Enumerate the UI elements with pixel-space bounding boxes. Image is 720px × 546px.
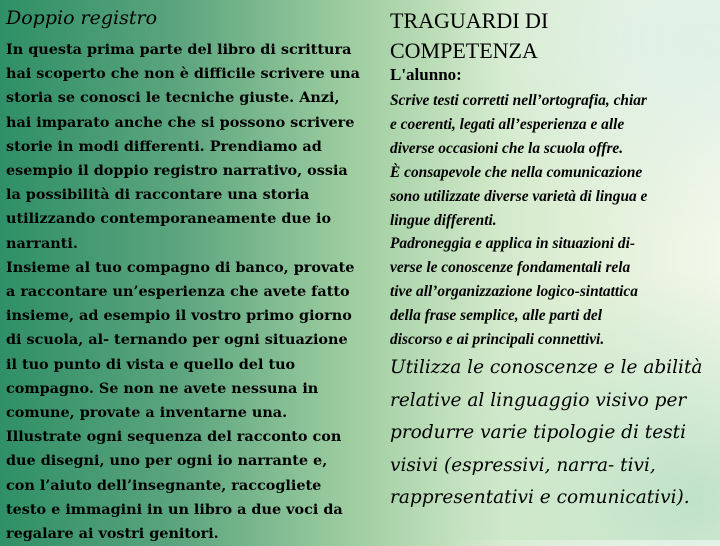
- competence-title: [390, 6, 548, 66]
- activity-text-line: la possibilità di raccontare una storia: [6, 186, 310, 204]
- activity-text-line: il tuo punto di vista e quello del tuo: [6, 355, 296, 373]
- pupil-label: L'alunno:: [390, 65, 462, 84]
- activity-text: [6, 38, 360, 546]
- activity-title: Doppio registro: [6, 7, 158, 29]
- objective-line: lingue differenti.: [390, 211, 497, 229]
- activity-text-line: con l’aiuto dell’insegnante, raccogliete: [6, 476, 322, 494]
- objective-line: discorso e ai principali connettivi.: [390, 331, 605, 349]
- activity-text-line: hai scoperto che non è difficile scrivere una: [6, 65, 360, 83]
- objective-line: verse le conoscenze fondamentali rela: [390, 259, 631, 277]
- activity-text-line: comune, provate a inventarne una.: [6, 404, 288, 422]
- objective-line: diverse occasioni che la scuola offre.: [390, 139, 624, 157]
- visual-objective-line: Utilizza le conoscenze e le abilità: [390, 357, 703, 378]
- objective-line: della frase semplice, alle parti del: [390, 307, 603, 325]
- activity-text-line: Illustrate ogni sequenza del racconto con: [6, 428, 342, 446]
- objective-line: e coerenti, legati all’esperienza e alle: [390, 115, 625, 133]
- competence-title-line: TRAGUARDI DI: [390, 8, 549, 33]
- visual-objective-line: relative al linguaggio visivo per: [390, 389, 687, 411]
- objective-line: È consapevole che nella comunicazione: [390, 163, 643, 181]
- visual-objective-line: rappresentativi e comunicativi).: [390, 487, 690, 508]
- activity-text-line: regalare ai vostri genitori.: [6, 525, 219, 543]
- activity-text-line: compagno. Se non ne avete nessuna in: [6, 379, 319, 397]
- activity-text-line: insieme, ad esempio il vostro primo giorno: [6, 307, 352, 325]
- activity-text-line: testo e immagini in un libro a due voci da: [6, 500, 343, 518]
- writing-objectives: [390, 89, 647, 352]
- activity-text-line: due disegni, uno per ogni io narrante e,: [6, 452, 328, 470]
- visual-objective-line: visivi (espressivi, narra- tivi,: [390, 454, 656, 476]
- competence-title-line: COMPETENZA: [390, 38, 538, 63]
- activity-text-line: hai imparato anche che si possono scrivere: [6, 113, 355, 131]
- objective-line: tive all’organizzazione logico-sintattica: [390, 283, 638, 301]
- activity-text-line: Insieme al tuo compagno di banco, provate: [6, 258, 355, 276]
- visual-objectives: [390, 352, 702, 515]
- activity-text-line: utilizzando contemporaneamente due io: [6, 210, 332, 228]
- activity-text-line: In questa prima parte del libro di scrittura: [6, 41, 352, 58]
- activity-text-line: narranti.: [6, 234, 78, 252]
- objective-line: Scrive testi corretti nell’ortografia, chiar: [390, 92, 647, 109]
- objective-line: sono utilizzate diverse varietà di lingua e: [390, 187, 648, 205]
- activity-text-line: di scuola, al- ternando per ogni situazione: [6, 331, 348, 349]
- activity-text-line: storie in modi differenti. Prendiamo ad: [6, 137, 322, 155]
- activity-text-line: storia se conosci le tecniche giuste. Anzi,: [6, 89, 340, 107]
- activity-text-line: a raccontare un’esperienza che avete fatto: [6, 283, 350, 301]
- activity-text-line: esempio il doppio registro narrativo, ossia: [6, 162, 348, 180]
- visual-objective-line: produrre varie tipologie di testi: [390, 422, 687, 443]
- objective-line: Padroneggia e applica in situazioni di-: [390, 235, 635, 253]
